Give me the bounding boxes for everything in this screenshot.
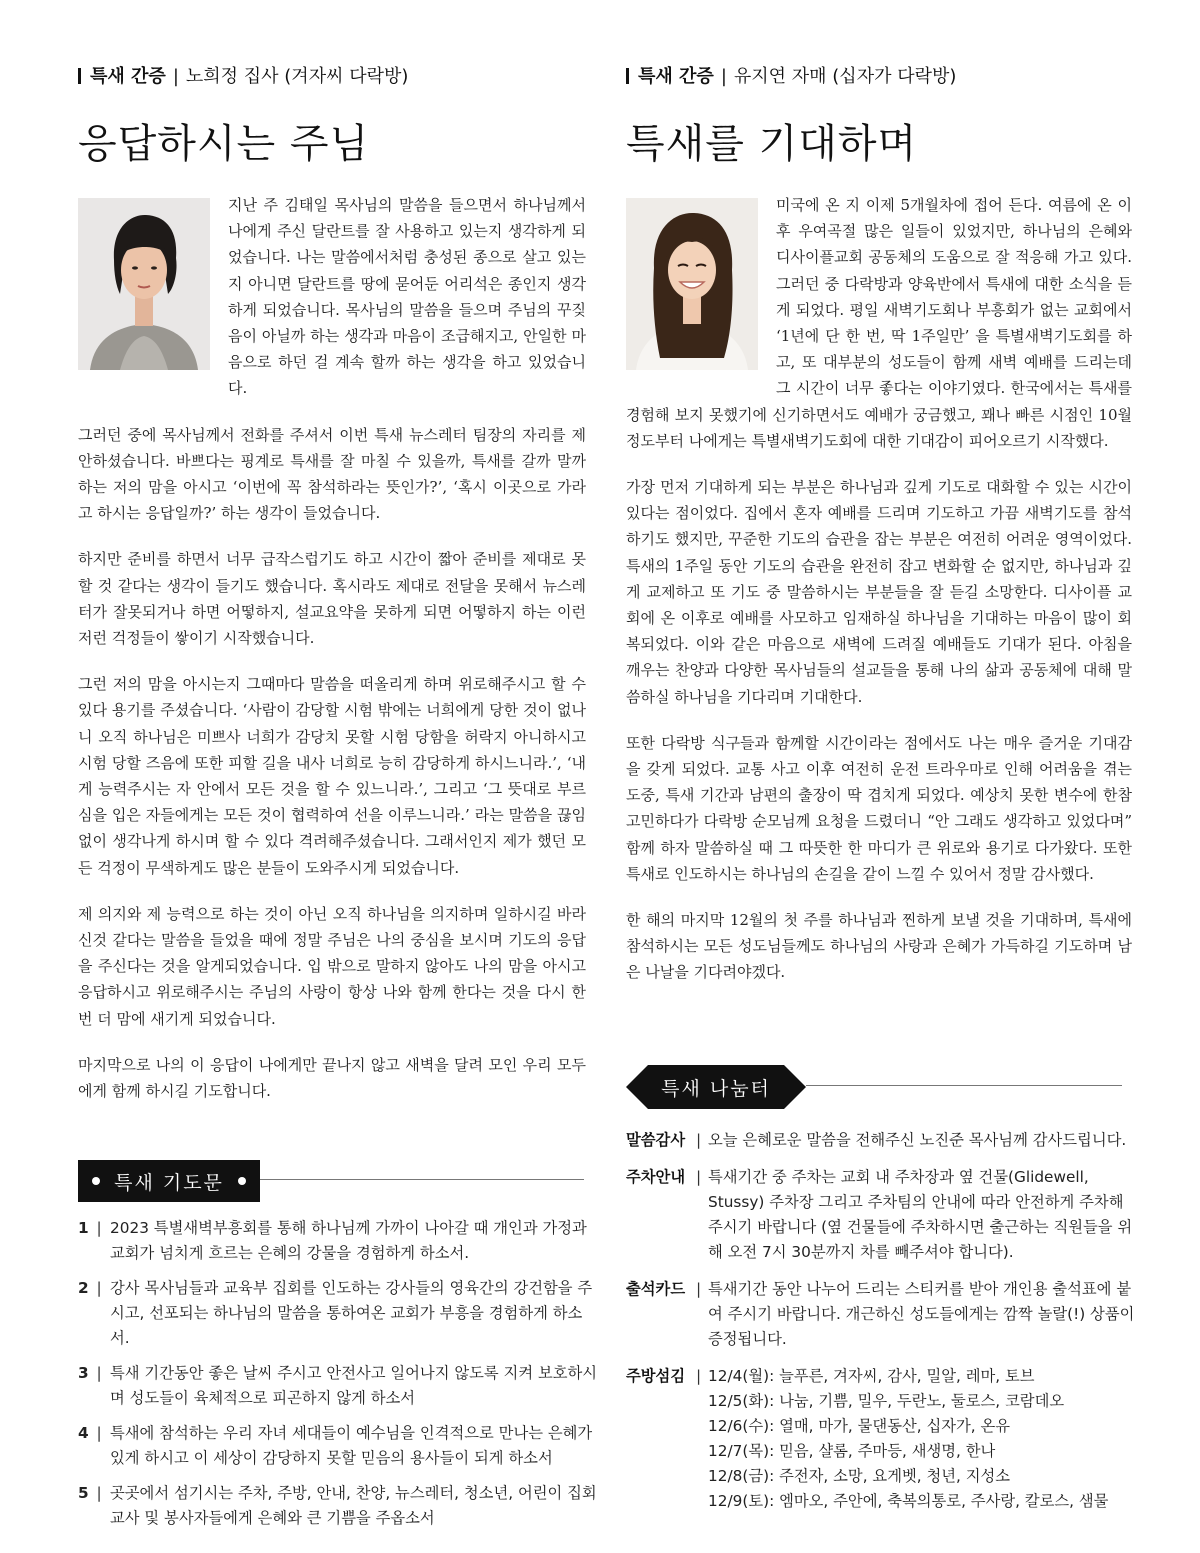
share-section-rule [806,1085,1122,1086]
prayer-item [78,1361,598,1411]
kitchen-schedule [626,1364,1136,1514]
right-body [626,192,1132,1006]
prayer-text: 특새 기간동안 좋은 날씨 주시고 안전사고 일어나지 않도록 지켜 보호하시며 성도들이 육체적으로 피곤하지 않게 하소서 [110,1364,598,1407]
left-paragraph-1 [78,192,586,402]
notice-text: 특새기간 동안 나누어 드리는 스티커를 받아 개인용 출석표에 붙여 주시기 바랍니다. 개근하신 성도들에게는 깜짝 놀랄(!) 상품이 증정됩니다. [708,1280,1135,1348]
left-article [78,0,586,1150]
prayer-item [78,1481,598,1531]
right-paragraph-3: 또한 다락방 식구들과 함께할 시간이라는 점에서도 나는 매우 즐거운 기대감을 갖게 되었다. 교통 사고 이후 여전히 운전 트라우마로 인해 어려움을 겪는 도중, 특새 기간과 남편의 출장이 딱 겹치게 되었다. 예상치 못한 변수에 한참 고민하다가 다락방 순모님께 요청을 드렸더니 “안 그래도 생각하고 있었다며” 함께 하자 말씀하실 때 그 따뜻한 한 마디가 큰 위로와 용기로 다가왔다. 또한 특새로 인도하시는 하나님의 손길을 같이 느낄 수 있어서 정말 감사했다. [626,733,1132,883]
notice-separator: | [696,1280,702,1298]
notice-item [626,1128,1136,1153]
prayer-item [78,1421,598,1471]
notice-separator: | [696,1168,702,1186]
right-author: 유지연 자매 (십자가 다락방) [733,66,957,87]
notice-separator: | [696,1367,702,1385]
prayer-number: 3 | [78,1361,102,1386]
prayer-section-rule [260,1179,584,1180]
left-paragraph-3: 하지만 준비를 하면서 너무 급작스럽기도 하고 시간이 짧아 준비를 제대로 못할 것 같다는 생각이 들기도 했습니다. 혹시라도 제대로 전달을 못해서 뉴스레터가 잘못되거나 하면 어떻하지, 설교요약을 못하게 되면 어떻하지 하는 이런 저런 걱정들이 쌓이기 시작했습니다. [78,550,586,648]
bullet-icon [92,1177,100,1185]
author-photo-left [78,198,210,370]
left-paragraph-2: 그러던 중에 목사님께서 전화를 주셔서 이번 특새 뉴스레터 팀장의 자리를 제안하셨습니다. 바쁘다는 핑계로 특새를 잘 마칠 수 있을까, 특새를 갈까 말까 하는 저의 맘을 아시고 ‘이번에 꼭 참석하라는 뜻인가?’, ‘혹시 이곳으로 가라고 하시는 응답일까?’ 하는 생각이 들었습니다. [78,425,586,523]
prayer-number: 2 | [78,1276,102,1301]
tagline-separator: | [172,66,179,87]
notice-item [626,1277,1136,1352]
prayer-section-title: 특새 기도문 [114,1171,224,1194]
right-category: 특새 간증 [638,66,714,87]
share-section-title: 특새 나눔터 [661,1077,771,1100]
notice-list [626,1128,1136,1526]
notice-text: 특새기간 중 주차는 교회 내 주차장과 옆 건물(Glidewell, Stussy) 주차장 그리고 주차팀의 안내에 따라 안전하게 주차해 주시기 바랍니다 (옆 건물들에 주차하시면 출근하는 직원들을 위해 오전 7시 30분까지 차를 빼주셔야 합니다). [708,1168,1133,1261]
left-paragraph-1-text: 지난 주 김태일 목사님의 말씀을 들으면서 하나님께서 나에게 주신 달란트를 잘 사용하고 있는지 생각하게 되었습니다. 나는 말씀에서처럼 충성된 종으로 살고 있는지 아니면 달란트를 땅에 묻어둔 어리석은 종인지 생각하게 되었습니다. 목사님의 말씀을 들으며 주님의 꾸짖음이 아닐까 하는 생각과 마음이 조급해지고, 안일한 마음으로 하던 걸 계속 할까 하는 생각을 하고 있었습니다. [228,196,586,398]
right-paragraph-2: 가장 먼저 기대하게 되는 부분은 하나님과 깊게 기도로 대화할 수 있는 시간이 있다는 점이었다. 집에서 혼자 예배를 드리며 기도하고 가끔 새벽기도를 참석하기도 했지만, 꾸준한 기도의 습관을 잡는 부분은 여전히 어려운 영역이었다. 특새의 1주일 동안 기도의 습관을 완전히 잡고 변화할 순 없지만, 하나님과 깊게 교제하고 또 기도 중 말씀하시는 부분들을 잘 듣길 소망한다. 디사이플 교회에 온 이후로 예배를 사모하고 임재하실 하나님을 기대하는 마음이 많이 회복되었다. 이와 같은 마음으로 새벽에 드려질 예배들도 기대가 된다. 아침을 깨우는 찬양과 다양한 목사님들의 설교들을 통해 나의 삶과 공동체에 대해 말씀하실 하나님을 기다리며 기대한다. [626,478,1132,706]
notice-label: 말씀감사 [626,1131,686,1149]
schedule-row: 12/8(금): 주전자, 소망, 요게벳, 청년, 지성소 [708,1467,1011,1485]
prayer-text: 특새에 참석하는 우리 자녀 세대들이 예수님을 인격적으로 만나는 은혜가 있게 하시고 이 세상이 감당하지 못할 믿음의 용사들이 되게 하소서 [110,1424,593,1467]
schedule-row: 12/4(월): 늘푸른, 겨자씨, 감사, 밀알, 레마, 토브 [708,1367,1035,1385]
kitchen-schedule-rows [708,1364,1136,1514]
right-paragraph-1-text: 미국에 온 지 이제 5개월차에 접어 든다. 여름에 온 이후 우여곡절 많은 일들이 있었지만, 하나님의 은혜와 디사이플교회 공동체의 도움으로 잘 적응해 가고 있다. 그러던 중 다락방과 양육반에서 특새에 대한 소식을 듣게 되었다. 평일 새벽기도회나 부흥회가 없는 교회에서 ‘1년에 단 한 번, 딱 1주일만’ 을 특별새벽기도회를 하고, 또 대부분의 성도들이 함께 새벽 예배를 드리는데 그 시간이 너무 좋다는 이야기였다. 한국에서는 특새를 경험해 보지 못했기에 신기하면서도 예배가 궁금했고, 꽤나 빠른 시점인 10월 정도부터 나에게는 특별새벽기도회에 대한 기대감이 피어오르기 시작했다. [626,196,1132,450]
schedule-row: 12/7(목): 믿음, 샬롬, 주마등, 새생명, 한나 [708,1442,996,1460]
right-paragraph-1 [626,192,1132,454]
share-section-label [626,1065,806,1109]
right-tagline [626,62,956,88]
tagline-bar [626,68,629,84]
notice-text: 오늘 은혜로운 말씀을 전해주신 노진준 목사님께 감사드립니다. [708,1131,1127,1149]
left-title: 응답하시는 주님 [78,121,370,167]
schedule-row: 12/9(토): 엠마오, 주안에, 축복의통로, 주사랑, 칼로스, 샘물 [708,1492,1109,1510]
schedule-row: 12/6(수): 열매, 마가, 물댄동산, 십자가, 온유 [708,1417,1011,1435]
left-category: 특새 간증 [90,66,166,87]
notice-label: 주차안내 [626,1168,686,1186]
left-tagline [78,62,408,88]
notice-label: 주방섬김 [626,1367,686,1385]
prayer-item [78,1216,598,1266]
prayer-text: 강사 목사님들과 교육부 집회를 인도하는 강사들의 영육간의 강건함을 주시고, 선포되는 하나님의 말씀을 통하여온 교회가 부흥을 경험하게 하소서. [110,1279,593,1347]
tagline-bar [78,68,81,84]
tagline-separator: | [720,66,727,87]
left-paragraph-5: 제 의지와 제 능력으로 하는 것이 아닌 오직 하나님을 의지하며 일하시길 바라신것 같다는 말씀을 들었을 때에 정말 주님은 나의 중심을 보시며 기도의 응답을 주신다는 것을 알게되었습니다. 입 밖으로 말하지 않아도 나의 맘을 아시고 응답하시고 위로해주시는 주님의 사랑이 항상 나와 함께 한다는 것을 다시 한번 더 맘에 새기게 되었습니다. [78,904,586,1028]
left-author: 노희정 집사 (겨자씨 다락방) [185,66,409,87]
notice-item [626,1165,1136,1265]
prayer-text: 2023 특별새벽부흥회를 통해 하나님께 가까이 나아갈 때 개인과 가정과 교회가 넘치게 흐르는 은혜의 강물을 경험하게 하소서. [110,1219,587,1262]
left-body [78,192,586,1124]
right-article [626,0,1132,1050]
prayer-list [78,1216,598,1541]
right-paragraph-4: 한 해의 마지막 12월의 첫 주를 하나님과 찐하게 보낼 것을 기대하며, 특새에 참석하시는 모든 성도님들께도 하나님의 사랑과 은혜가 가득하길 기도하며 남은 나날을 기다려야겠다. [626,911,1132,982]
prayer-text: 곳곳에서 섬기시는 주차, 주방, 안내, 찬양, 뉴스레터, 청소년, 어린이 집회 교사 및 봉사자들에게 은혜와 큰 기쁨을 주옵소서 [110,1484,597,1527]
prayer-number: 5 | [78,1481,102,1506]
left-paragraph-4: 그런 저의 맘을 아시는지 그때마다 말씀을 떠올리게 하며 위로해주시고 할 수 있다 용기를 주셨습니다. ‘사람이 감당할 시험 밖에는 너희에게 당한 것이 없나니 오직 하나님은 미쁘사 너희가 감당치 못할 시험 당함을 허락지 아니하시고 시험 당할 즈음에 또한 피할 길을 내사 너희로 능히 감당하게 하시느니라.’, ‘내게 능력주시는 자 안에서 모든 것을 할 수 있느니라.’, 그리고 ‘그 뜻대로 부르심을 입은 자들에게는 모든 것이 협력하여 선을 이루느니라.’ 라는 말씀을 끊임없이 생각나게 하시며 할 수 있다 격려해주셨습니다. 그래서인지 제가 했던 모든 걱정이 무색하게도 많은 분들이 도와주시게 되었습니다. [78,675,586,877]
prayer-section-label [78,1160,260,1202]
schedule-row: 12/5(화): 나눔, 기쁨, 밀우, 두란노, 둘로스, 코람데오 [708,1392,1065,1410]
notice-label: 출석카드 [626,1280,686,1298]
left-paragraph-6: 마지막으로 나의 이 응답이 나에게만 끝나지 않고 새벽을 달려 모인 우리 모두에게 함께 하시길 기도합니다. [78,1055,586,1101]
notice-separator: | [696,1131,702,1149]
prayer-number: 4 | [78,1421,102,1446]
prayer-number: 1 | [78,1216,102,1241]
prayer-item [78,1276,598,1351]
right-title: 특새를 기대하며 [626,121,918,167]
author-photo-right [626,198,758,370]
bullet-icon [238,1177,246,1185]
